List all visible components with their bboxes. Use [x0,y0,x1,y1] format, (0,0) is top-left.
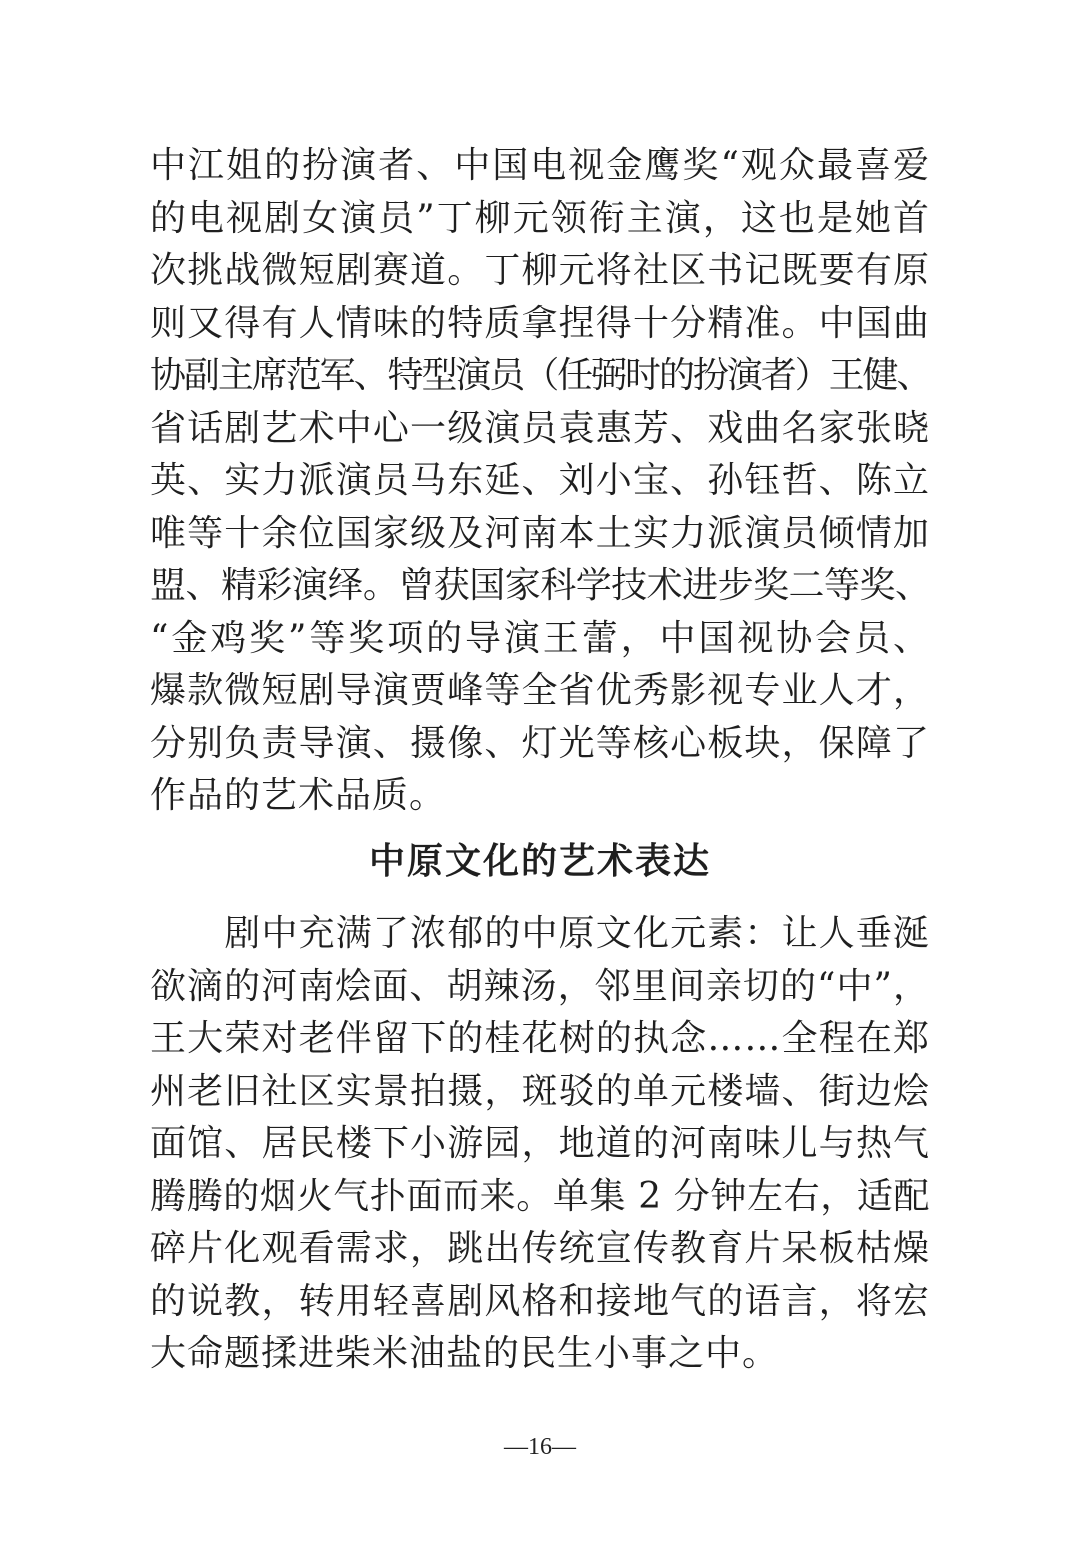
paragraph-culture [150,908,930,1381]
page-number: —16— [504,1434,576,1460]
text-line: 大命题揉进柴米油盐的民生小事之中。 [150,1333,780,1374]
text-line: 剧中充满了浓郁的中原文化元素：让人垂涎 [150,913,930,954]
text-line: 唯等十余位国家级及河南本土实力派演员倾情加 [150,512,930,554]
text-line: 面馆、居民楼下小游园，地道的河南味儿与热气 [150,1123,930,1164]
text-line: 的说教，转用轻喜剧风格和接地气的语言，将宏 [150,1280,930,1322]
text-line: 碎片化观看需求，跳出传统宣传教育片呆板枯燥 [150,1228,930,1269]
section-heading: 中原文化的艺术表达 [368,841,711,882]
text-line: 腾腾的烟火气扑面而来。单集 2 分钟左右，适配 [150,1175,930,1217]
text-line: 省话剧艺术中心一级演员袁惠芳、戏曲名家张晓 [150,407,930,449]
text-line: 欲滴的河南烩面、胡辣汤，邻里间亲切的“中”， [150,965,930,1007]
text-line: 协副主席范军、特型演员（任弼时的扮演者）王健、 [150,355,930,396]
text-line: 的电视剧女演员”丁柳元领衔主演，这也是她首 [150,197,930,239]
text-line: 分别负责导演、摄像、灯光等核心板块，保障了 [150,722,930,764]
text-line: 州老旧社区实景拍摄，斑驳的单元楼墙、街边烩 [150,1070,930,1112]
text-line: 英、实力派演员马东延、刘小宝、孙钰哲、陈立 [150,460,930,501]
text-line: 次挑战微短剧赛道。丁柳元将社区书记既要有原 [150,250,930,291]
text-line: 爆款微短剧导演贾峰等全省优秀影视专业人才， [150,670,930,711]
text-line: 王大荣对老伴留下的桂花树的执念……全程在郑 [150,1018,930,1059]
paragraph-cast [150,140,930,823]
text-line: “金鸡奖”等奖项的导演王蕾，中国视协会员、 [150,617,930,659]
text-line: 则又得有人情味的特质拿捏得十分精准。中国曲 [150,302,930,344]
text-line: 作品的艺术品质。 [150,775,447,816]
text-line: 中江姐的扮演者、中国电视金鹰奖“观众最喜爱 [150,145,930,186]
text-line: 盟、精彩演绎。曾获国家科学技术进步奖二等奖、 [150,565,930,606]
